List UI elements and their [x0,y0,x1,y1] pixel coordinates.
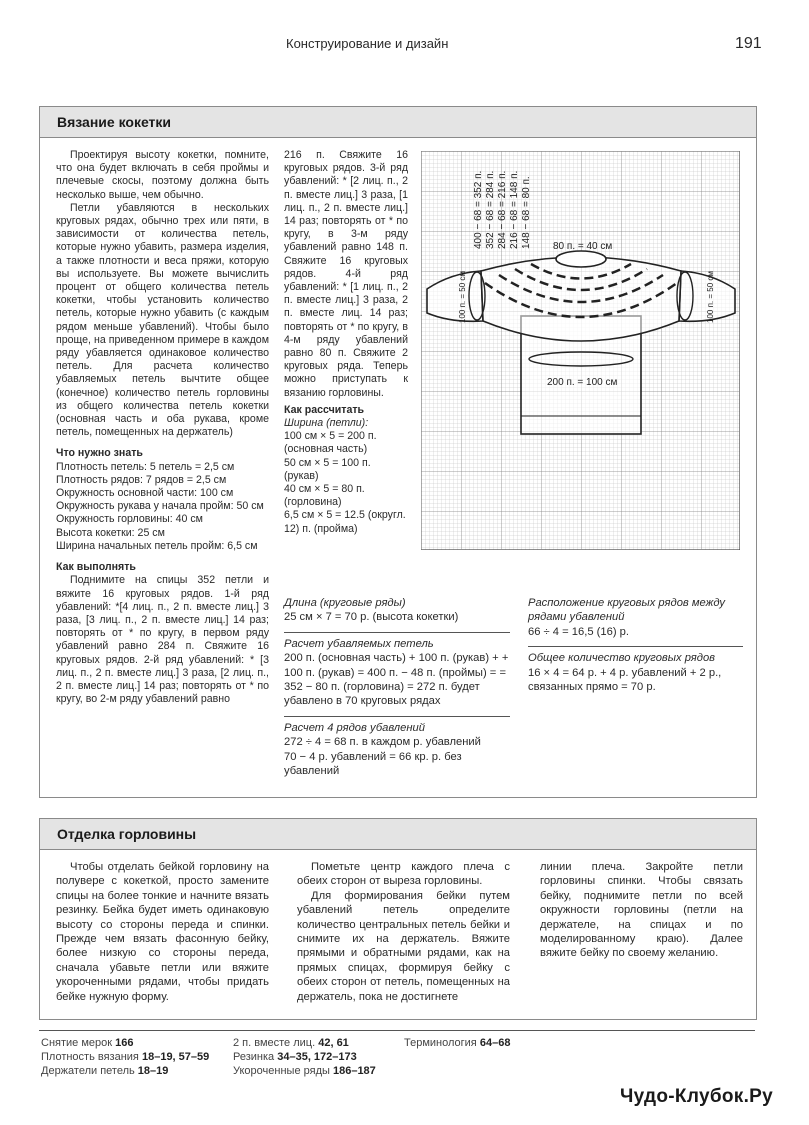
crossref-column-2 [233,1036,376,1078]
crossref-item[interactable]: Снятие мерок 166 [41,1037,134,1049]
calc-line: 50 см × 5 = 100 п. (рукав) [284,456,371,482]
calc-heading: Общее количество круговых рядов [528,652,716,665]
calc-blocks-left [284,596,510,778]
page-number: 191 [735,35,762,52]
paragraph: Проектируя высоту кокетки, помните, что она будет включать в себя проймы и плечевые скосы, поэтому должна быть несколько выше, чем обычно. [56,149,269,201]
calc-heading: Расчет 4 рядов убавлений [284,721,425,734]
site-watermark: Чудо-Клубок.Ру [620,1086,773,1107]
crossref-item[interactable]: Укороченные ряды 186–187 [233,1065,376,1077]
diagram-label: 216 − 68 = 148 п. [509,170,520,249]
need-to-know-heading: Что нужно знать [56,447,143,460]
list-item: Высота кокетки: 25 см [56,526,165,539]
diagram-label: 100 п. = 50 см [706,271,715,323]
list-item: Окружность рукава у начала пройм: 50 см [56,500,264,513]
paragraph: Пометьте центр каждого плеча с обеих сторон от выреза горловины. [297,861,510,888]
diagram-label: 200 п. = 100 см [547,377,618,388]
yoke-column-2 [284,149,408,536]
calc-line: 16 × 4 = 64 р. + 4 р. убавлений + 2 р., связанных прямо = 70 р. [528,666,722,694]
calc-line: 70 − 4 р. убавлений = 66 кр. р. без убавлений [284,750,462,778]
diagram-label: 352 − 68 = 284 п. [485,170,496,249]
diagram-label: 400 − 68 = 352 п. [473,170,484,249]
need-to-know-list [56,461,269,553]
list-item: Ширина начальных петель пройм: 6,5 см [56,539,258,552]
neck-section-header [40,819,756,850]
calc-heading: Как рассчитать [284,403,365,416]
section-title: Вязание кокетки [57,114,172,130]
crossref-item[interactable]: Резинка 34–35, 172–173 [233,1051,357,1063]
crossref-item[interactable]: Плотность вязания 18–19, 57–59 [41,1051,210,1063]
list-item: Окружность основной части: 100 см [56,487,234,500]
calc-line: 25 см × 7 = 70 р. (высота кокетки) [284,611,459,624]
diagram-label: 284 − 68 = 216 п. [497,170,508,249]
divider [284,632,510,633]
neck-opening [556,251,606,267]
footer-divider [39,1030,755,1031]
paragraph: Чтобы отделать бейкой горловину на полувере с кокеткой, просто замените спицы на более тонкие и начните вязать резинку. Бейка будет иметь одинаковую высоту со стороны переда и спинки. Прежде чем вязать фасонную бейку, более низкую со стороны переда, сначала убавьте петли или вяжите укороченными рядами, чтобы придать бейке нужную форму. [56,861,269,1003]
calc-blocks-right [528,596,743,694]
list-item: Окружность горловины: 40 см [56,513,203,526]
paragraph: линии плеча. Закройте петли горловины спинки. Чтобы связать бейку, поднимите петли по всей окружности горловины (петли на держателе, на спицах и по моделированному краю). Далее вяжите бейку по своему желанию. [540,861,743,960]
calc-line: 66 ÷ 4 = 16,5 (16) р. [528,625,629,638]
how-heading: Как выполнять [56,561,136,574]
calc-heading: Длина (круговые ряды) [284,597,406,609]
calc-subheading: Ширина (петли): [284,417,369,430]
crossref-item[interactable]: Держатели петель 18–19 [41,1065,169,1077]
calc-line: 200 п. (основная часть) + 100 п. (рукав) + + 100 п. (рукав) = 400 п. − 48 п. (проймы) = = 352 − 80 п. (горловина) = 272 п. будет убавлено в 70 круговых рядах [284,652,509,708]
list-item: Плотность петель: 5 петель = 2,5 см [56,460,235,473]
crossref-item[interactable]: 2 п. вместе лиц. 42, 61 [233,1037,349,1049]
divider [284,716,510,717]
yoke-column-1 [56,149,269,706]
paragraph: Поднимите на спицы 352 петли и вяжите 16 круговых рядов. 1-й ряд убавлений: *[4 лиц. п., 2 п. вместе лиц.] 3 раза, [3 лиц. п., 2 п. вместе лиц.] 14 раз; повторять от * по кругу, в первом ряду убавлений равно 284 п. Свяжите 16 круговых рядов. 2-й ряд убавлений: * [3 лиц. п., 2 п. вместе лиц.] 3 раза, [2 лиц. п., 2 п. вместе лиц.] 14 раз; повторять от * по кругу, во 2-м ряду убавлений равно [56,574,269,706]
neck-column-2 [297,860,510,1004]
calc-line: 272 ÷ 4 = 68 п. в каждом р. убавлений [284,736,481,749]
yoke-section-header [40,107,756,138]
crossref-column-3 [404,1036,510,1050]
yoke-grid-diagram [421,151,740,550]
list-item: Плотность рядов: 7 рядов = 2,5 см [56,473,227,486]
diagram-label: 80 п. = 40 см [553,241,613,252]
neck-column-1 [56,860,269,1004]
calc-line: 100 см × 5 = 200 п. [284,430,377,443]
paragraph: 216 п. Свяжите 16 круговых рядов. 3-й ряд убавлений: * [2 лиц. п., 2 п. вместе лиц.] 3 раза, [1 лиц. п., 2 п. вместе лиц.] 14 раз; повторять от * по кругу, в 3-м ряду убавлений равно 148 п. Свяжите 16 круговых рядов. 4-й ряд убавлений: * [1 лиц. п., 2 п. вместе лиц.] 3 раза, 2 п. вместе лиц. 14 раз; повторять от * по кругу, в 4-м ряду убавлений равно 80 п. Свяжите 2 круговых ряда. Теперь можно приступать к вязанию горловины. [284,149,408,399]
crossref-item[interactable]: Терминология 64–68 [404,1037,511,1049]
diagram-label: 148 − 68 = 80 п. [521,176,532,249]
calc-heading: Расчет убавляемых петель [284,637,434,650]
crossref-column-1 [41,1036,209,1078]
paragraph: Для формирования бейки путем убавлений петель определите количество центральных петель бейки и снимите их на держатель. Вяжите прямыми и обратными рядами, как на прямых спицах, формируя бейку с обеих сторон от петель, помещенных на держатель, пока не достигнете [297,889,510,1003]
divider [528,646,743,647]
calc-heading: Расположение круговых рядов между рядами убавлений [528,597,725,624]
calc-line: 6,5 см × 5 = 12.5 (округл. 12) п. (пройма) [284,509,406,535]
neck-column-3 [540,860,743,961]
paragraph: Петли убавляются в нескольких круговых рядах, обычно трех или пяти, в зависимости от количества петель, которые нужно убавить, размера изделия, а также плотности и веса пряжи, которую вы используете. Вы можете вычислить процент от общего количества петель кокетки, чтобы установить количество петель, которые нужно убавить (с каждым рядом меньше убавлений). Чтобы было проще, на приведенном примере в каждом ряду убавляется одинаковое количество петель. Для расчета количество убавляемых петель вычтите общее (конечное) количество петель горловины из общего количества петель кокетки (основная часть и оба рукава, кроме петель, помещенных на держатель) [56,201,269,439]
diagram-label: 100 п. = 50 см [458,271,467,323]
calc-line: 40 см × 5 = 80 п. (горловина) [284,483,365,509]
calc-line: (основная часть) [284,443,368,456]
section-title: Отделка горловины [57,826,197,842]
running-header: Конструирование и дизайн [286,36,449,51]
